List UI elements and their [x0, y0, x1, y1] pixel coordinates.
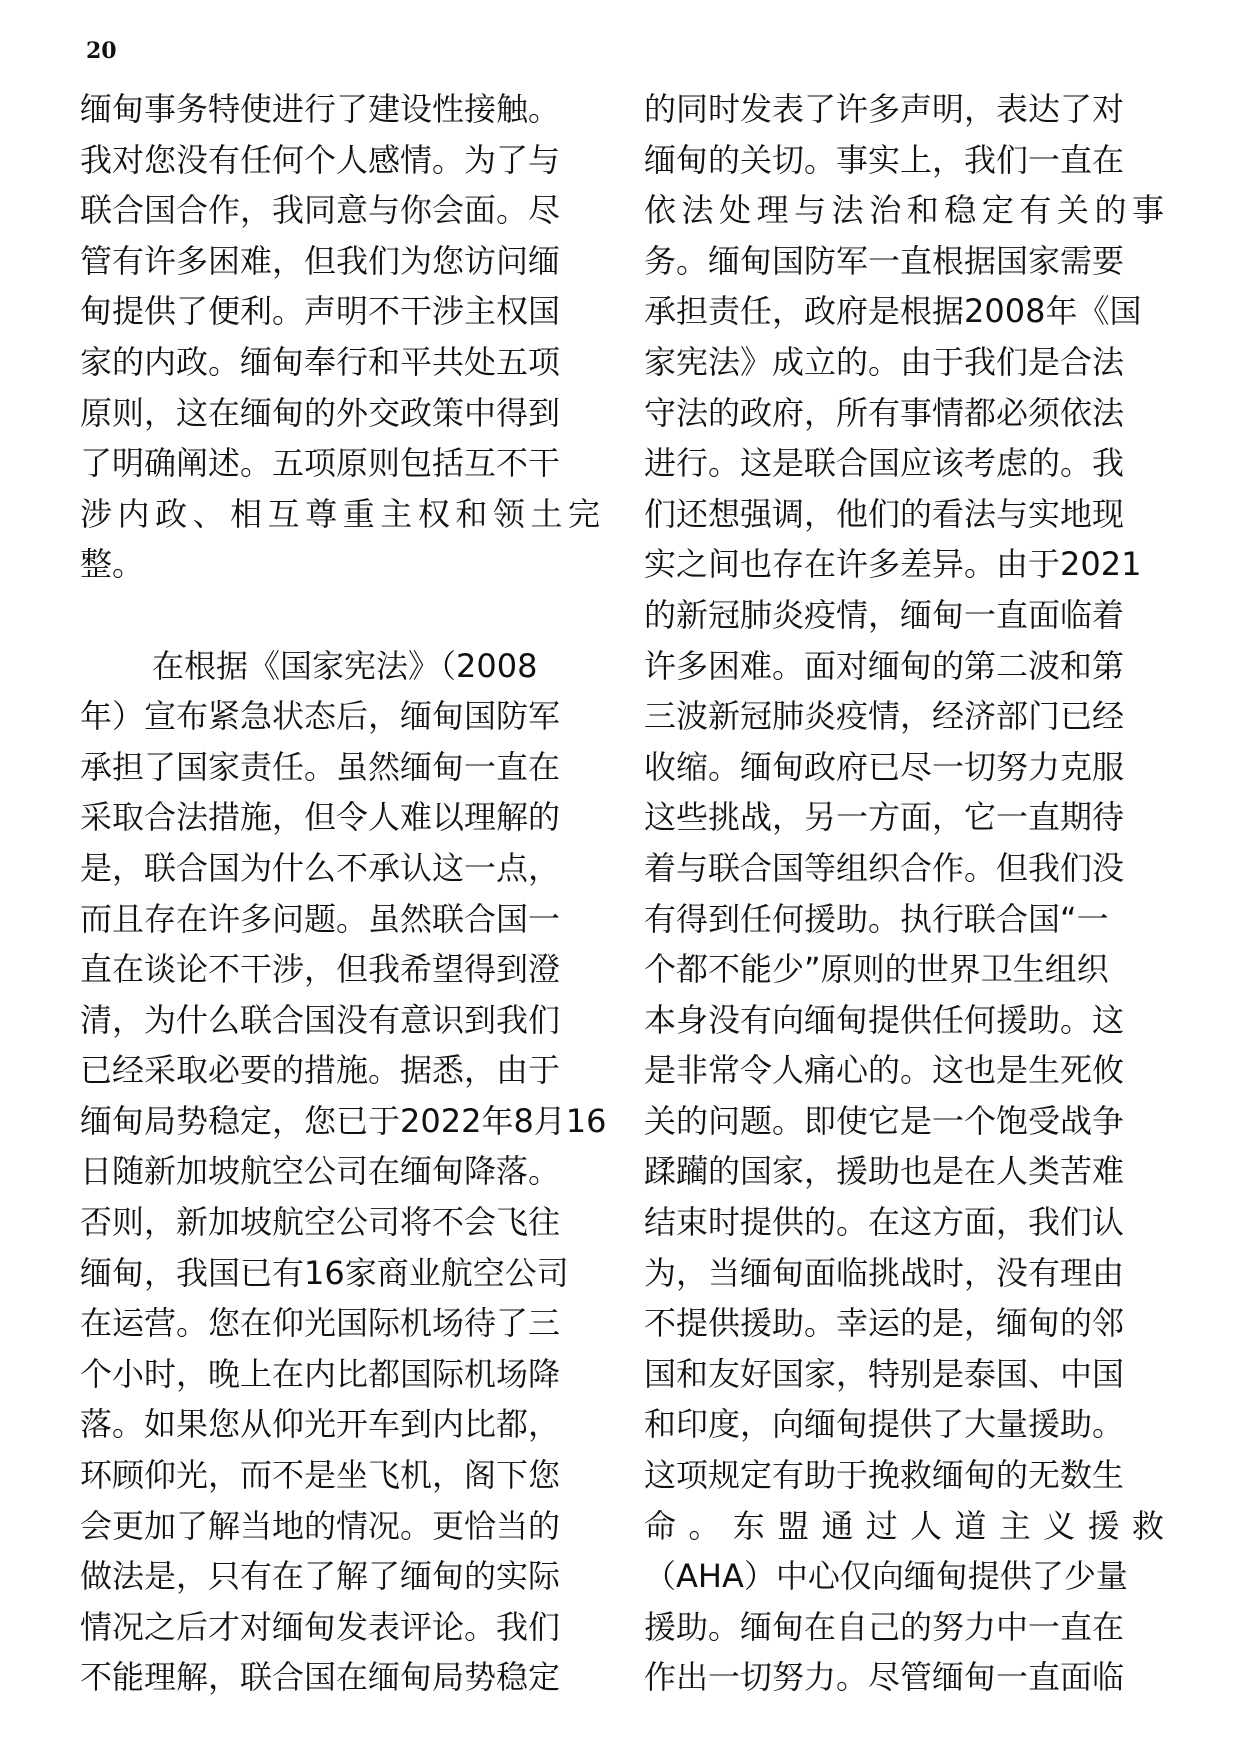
paragraph-1 — [80, 84, 600, 590]
text-line: 三波新冠肺炎疫情，经济部门已经 — [644, 697, 1125, 736]
text-line: 联合国合作，我同意与你会面。尽 — [80, 191, 561, 230]
text-line: 不能理解，联合国在缅甸局势稳定 — [80, 1658, 561, 1697]
text-line: 缅甸事务特使进行了建设性接触。 — [80, 90, 561, 128]
text-line: 为，当缅甸面临挑战时，没有理由 — [644, 1253, 1125, 1292]
text-line: 了明确阐述。五项原则包括互不干 — [80, 444, 561, 483]
text-line: 守法的政府，所有事情都必须依法 — [644, 393, 1125, 432]
text-line: 原则，这在缅甸的外交政策中得到 — [80, 393, 561, 432]
text-line: 蹂躏的国家，援助也是在人类苦难 — [644, 1152, 1125, 1191]
text-line: 关的问题。即使它是一个饱受战争 — [644, 1101, 1125, 1140]
text-line: 会更加了解当地的情况。更恰当的 — [80, 1506, 561, 1545]
text-line: 和印度，向缅甸提供了大量援助。 — [644, 1405, 1125, 1444]
text-line: 们还想强调，他们的看法与实地现 — [644, 494, 1125, 533]
text-line: 个小时，晚上在内比都国际机场降 — [80, 1354, 561, 1393]
text-line: 是非常令人痛心的。这也是生死攸 — [644, 1051, 1125, 1090]
text-line: 清，为什么联合国没有意识到我们 — [80, 1000, 561, 1039]
text-line: 管有许多困难，但我们为您访问缅 — [80, 241, 561, 280]
text-line: 进行。这是联合国应该考虑的。我 — [644, 444, 1125, 483]
text-line: 在运营。您在仰光国际机场待了三 — [80, 1304, 561, 1343]
text-line: 不提供援助。幸运的是，缅甸的邻 — [644, 1304, 1125, 1343]
text-line: 我对您没有任何个人感情。为了与 — [80, 140, 561, 179]
text-line: 家的内政。缅甸奉行和平共处五项 — [80, 342, 561, 381]
text-line: 许多困难。面对缅甸的第二波和第 — [644, 646, 1125, 685]
text-line: 国和友好国家，特别是泰国、中国 — [644, 1354, 1125, 1393]
text-line: 作出一切努力。尽管缅甸一直面临 — [644, 1658, 1125, 1697]
text-line: 的同时发表了许多声明，表达了对 — [644, 90, 1125, 128]
text-line: 情况之后才对缅甸发表评论。我们 — [80, 1607, 561, 1646]
text-line: 实之间也存在许多差异。由于2021 — [644, 545, 1142, 584]
text-line: 这些挑战，另一方面，它一直期待 — [644, 798, 1125, 837]
paragraph-2 — [80, 641, 607, 1703]
text-line: 甸提供了便利。声明不干涉主权国 — [80, 292, 561, 331]
text-line: 依法处理与法治和稳定有关的事 — [644, 191, 1164, 230]
text-line: 年）宣布紧急状态后，缅甸国防军 — [80, 697, 561, 736]
text-line: （AHA）中心仅向缅甸提供了少量 — [644, 1557, 1128, 1596]
text-line: 援助。缅甸在自己的努力中一直在 — [644, 1607, 1125, 1646]
text-line: 环顾仰光，而不是坐飞机，阁下您 — [80, 1456, 561, 1495]
text-line: 日随新加坡航空公司在缅甸降落。 — [80, 1152, 561, 1191]
text-line: 务。缅甸国防军一直根据国家需要 — [644, 241, 1125, 280]
text-line: 做法是，只有在了解了缅甸的实际 — [80, 1557, 561, 1596]
text-line: 本身没有向缅甸提供任何援助。这 — [644, 1000, 1125, 1039]
text-line: 直在谈论不干涉，但我希望得到澄 — [80, 950, 561, 989]
text-line: 缅甸的关切。事实上，我们一直在 — [644, 140, 1125, 179]
left-column — [80, 84, 607, 1703]
text-line: 有得到任何援助。执行联合国“一 — [644, 899, 1109, 938]
text-line: 命。东盟通过人道主义援救 — [644, 1506, 1164, 1545]
text-line: 而且存在许多问题。虽然联合国一 — [80, 899, 561, 938]
text-line: 是，联合国为什么不承认这一点， — [80, 848, 561, 887]
text-line: 整。 — [80, 545, 145, 584]
text-line: 落。如果您从仰光开车到内比都， — [80, 1405, 561, 1444]
text-line: 结束时提供的。在这方面，我们认 — [644, 1203, 1125, 1242]
paragraph-spacer — [80, 590, 600, 641]
text-line: 已经采取必要的措施。据悉，由于 — [80, 1051, 561, 1090]
text-line: 承担责任，政府是根据2008年《国 — [644, 292, 1142, 331]
text-line: 涉内政、相互尊重主权和领土完 — [80, 494, 600, 533]
text-line: 家宪法》成立的。由于我们是合法 — [644, 342, 1125, 381]
text-line: 这项规定有助于挽救缅甸的无数生 — [644, 1456, 1125, 1495]
text-line: 缅甸局势稳定，您已于2022年8月16 — [80, 1101, 607, 1140]
text-line: 缅甸，我国已有16家商业航空公司 — [80, 1253, 569, 1292]
text-line: 在根据《国家宪法》（2008 — [152, 646, 538, 685]
text-line: 承担了国家责任。虽然缅甸一直在 — [80, 747, 561, 786]
text-line: 否则，新加坡航空公司将不会飞往 — [80, 1203, 561, 1242]
text-line: 的新冠肺炎疫情，缅甸一直面临着 — [644, 595, 1125, 634]
page-number: 20 — [86, 38, 117, 64]
text-line: 个都不能少”原则的世界卫生组织 — [644, 950, 1109, 989]
text-line: 采取合法措施，但令人难以理解的 — [80, 798, 561, 837]
right-column — [644, 84, 1164, 1703]
text-line: 着与联合国等组织合作。但我们没 — [644, 848, 1125, 887]
text-line: 收缩。缅甸政府已尽一切努力克服 — [644, 747, 1125, 786]
